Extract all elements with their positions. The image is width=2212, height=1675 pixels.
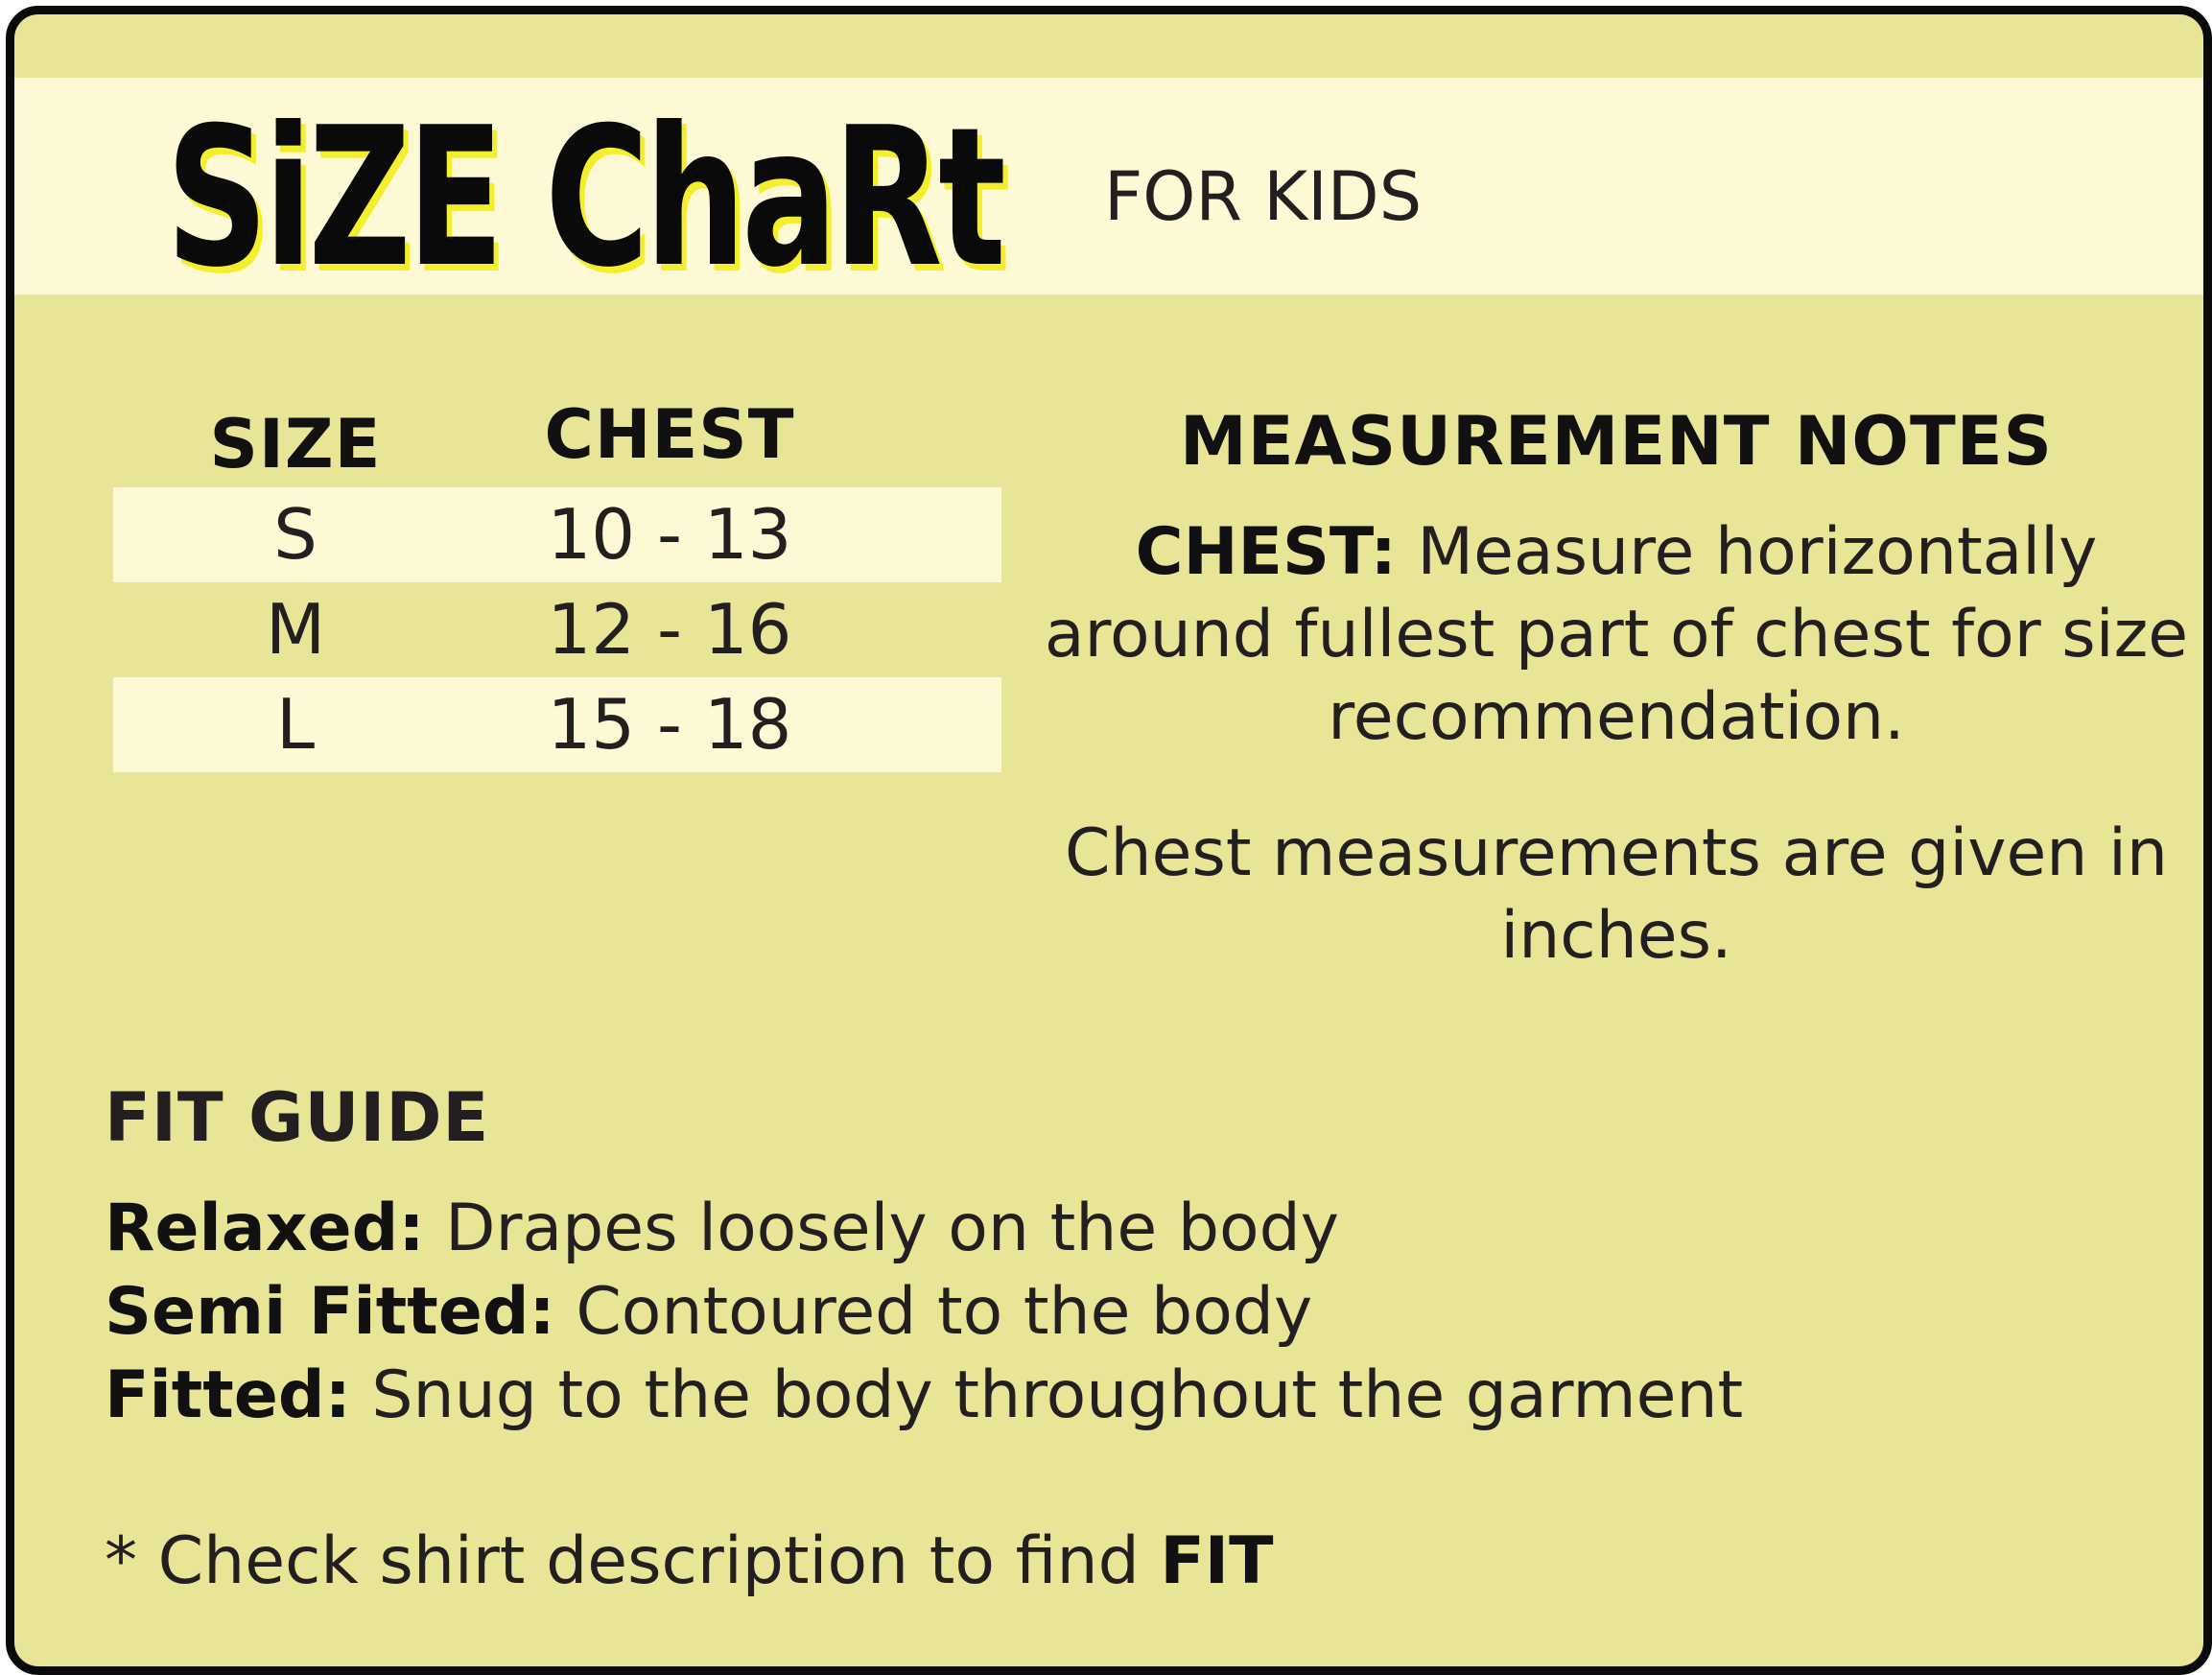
fit-description: Contoured to the body: [554, 1274, 1313, 1350]
footnote-text: * Check shirt description to find: [105, 1523, 1161, 1599]
chest-cell: 15 - 18: [547, 684, 792, 765]
fit-label: Fitted:: [105, 1357, 351, 1433]
chest-note-label: CHEST:: [1135, 514, 1397, 590]
fit-guide-title: FIT GUIDE: [105, 1078, 490, 1157]
column-header-size: SIZE: [209, 405, 382, 484]
chest-cell: 10 - 13: [547, 494, 792, 575]
list-item: [105, 1270, 2119, 1354]
table-row: [113, 677, 1001, 772]
fit-label: Relaxed:: [105, 1191, 425, 1266]
chest-note-text: Measure horizontally around fullest part of chest for size recommendation.: [1044, 514, 2189, 755]
fit-label: Semi Fitted:: [105, 1274, 555, 1350]
page-subtitle: FOR KIDS: [1104, 157, 1423, 236]
table-row: [113, 487, 1001, 582]
size-cell: L: [275, 684, 316, 765]
list-item: [105, 1354, 2119, 1437]
column-header-chest: CHEST: [544, 395, 795, 474]
chest-cell: 12 - 16: [547, 589, 792, 670]
list-item: [105, 1187, 2119, 1270]
size-chart-card: [6, 6, 2212, 1675]
fit-description: Drapes loosely on the body: [424, 1191, 1339, 1266]
footnote: [105, 1519, 1274, 1605]
size-cell: M: [265, 589, 326, 670]
fit-description: Snug to the body throughout the garment: [350, 1357, 1744, 1433]
page-title: SiZE ChaRt: [166, 86, 1002, 310]
table-row: [113, 582, 1001, 677]
footnote-emphasis: FIT: [1160, 1523, 1274, 1599]
units-note: Chest measurements are given in inches.: [1065, 815, 2168, 974]
size-cell: S: [273, 494, 318, 575]
measurement-notes-title: MEASUREMENT NOTES: [1180, 402, 2053, 481]
fit-guide-list: [105, 1187, 2119, 1437]
chest-note: [1031, 511, 2201, 759]
